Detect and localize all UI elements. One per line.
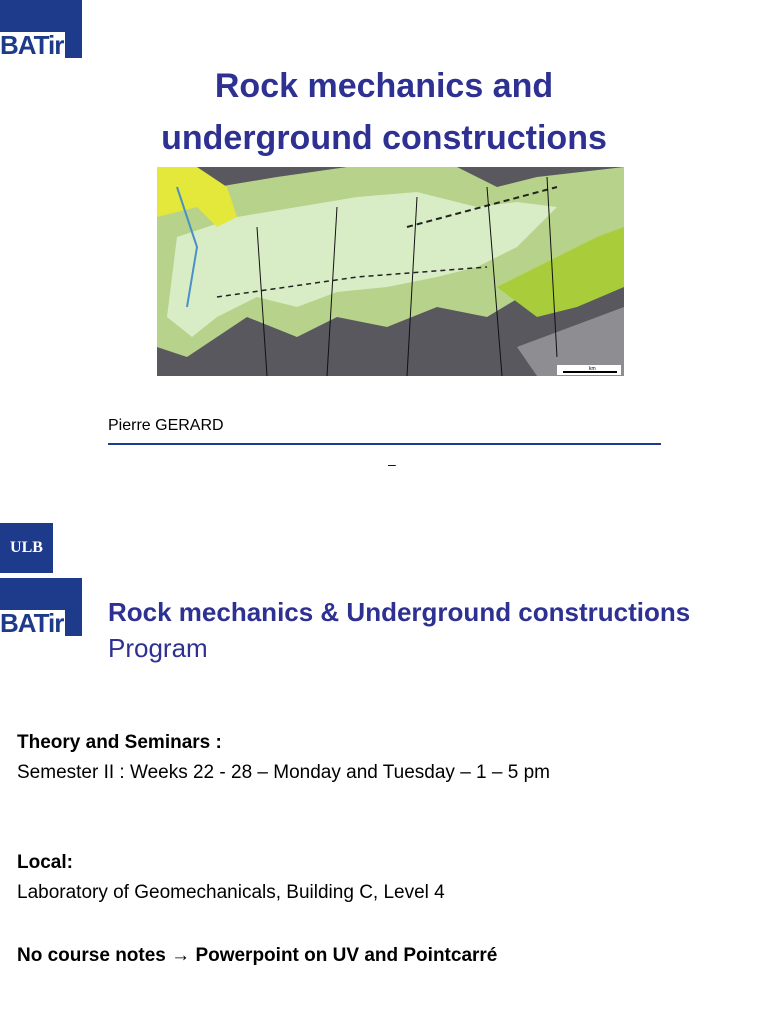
geological-map-image bbox=[157, 167, 624, 376]
slide2-title: Rock mechanics & Underground constructions bbox=[108, 597, 691, 627]
arrow-icon: → bbox=[171, 945, 191, 966]
geological-map bbox=[157, 167, 624, 376]
slide1-title bbox=[0, 60, 768, 164]
notes-part-1: No course notes bbox=[17, 945, 166, 966]
title-line-1: Rock mechanics and bbox=[214, 67, 554, 105]
title-line-2: underground constructions bbox=[161, 119, 607, 157]
divider bbox=[108, 443, 661, 445]
theory-section bbox=[17, 728, 550, 788]
batir-logo-text-2: BATir bbox=[0, 608, 64, 638]
slide2-subtitle: Program bbox=[108, 633, 208, 663]
local-section bbox=[17, 848, 445, 908]
ulb-logo: ULB bbox=[0, 523, 53, 573]
notes-part-2: Powerpoint on UV and Pointcarré bbox=[195, 945, 498, 966]
batir-logo bbox=[0, 0, 82, 58]
batir-logo-text: BATir bbox=[0, 30, 64, 60]
theory-heading: Theory and Seminars : bbox=[17, 732, 222, 753]
notes-line bbox=[17, 941, 497, 971]
batir-logo-block bbox=[0, 0, 28, 30]
batir-logo-2 bbox=[0, 578, 82, 636]
page-dash: – bbox=[388, 456, 396, 472]
local-text: Laboratory of Geomechanicals, Building C, Level 4 bbox=[17, 882, 445, 903]
batir-logo-block-2 bbox=[0, 578, 28, 608]
slide2-heading bbox=[108, 594, 690, 666]
theory-text: Semester II : Weeks 22 - 28 – Monday and Tuesday – 1 – 5 pm bbox=[17, 762, 550, 783]
local-heading: Local: bbox=[17, 852, 73, 873]
author-name: Pierre GERARD bbox=[108, 417, 224, 434]
map-scale-label: km bbox=[589, 366, 596, 372]
